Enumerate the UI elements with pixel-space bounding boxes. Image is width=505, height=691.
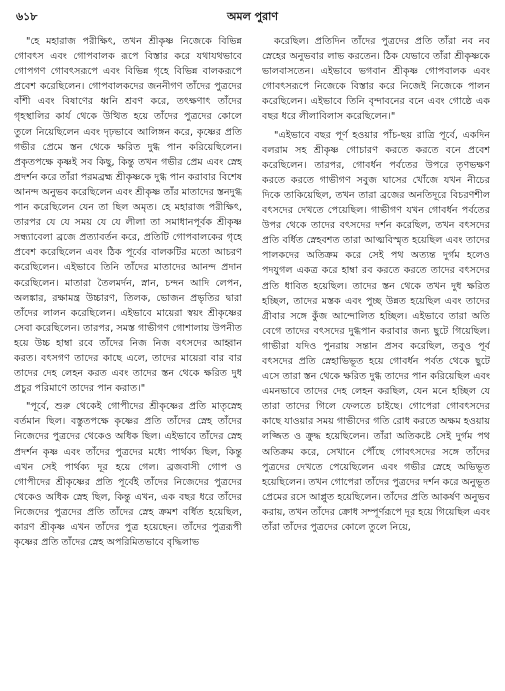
running-title: অমল পুরাণ	[226, 10, 279, 23]
paragraph: "পূর্বে, শুরু থেকেই গোপীদের শ্রীকৃষ্ণের প্রতি মাতৃস্নেহ বর্তমান ছিল। বস্তুতপক্ষে কৃষ্ণের প্রতি তাঁদের স্নেহ তাঁদের নিজেদের পুত্রদের থেকেও অধিক ছিল। এইভাবে তাঁদের স্নেহ প্রদর্শন কৃষ্ণ এবং তাঁদের পুত্রদের মধ্যে পার্থক্য ছিল, কিন্তু এখন সেই পার্থক্য দূর হয়ে গেল। ব্রজবাসী গোপ ও গোপীদের শ্রীকৃষ্ণের প্রতি পূর্বেই তাঁদের নিজেদের পুত্রদের থেকেও অধিক স্নেহ ছিল, কিন্তু এখন, এক বছর ধরে তাঁদের নিজেদের পুত্রদের প্রতি তাঁদের স্নেহ ক্রমশ বর্ধিত হয়েছিল, কারণ শ্রীকৃষ্ণ এখন তাঁদের পুত্র হয়েছেন। তাঁদের পুত্ররূপী কৃষ্ণের প্রতি তাঁদের স্নেহ অপরিমিতভাবে বৃদ্ধিলাভ	[14, 401, 242, 549]
paragraph: "এইভাবে বছর পূর্ণ হওয়ার পাঁচ-ছয় রাত্রি পূর্বে, একদিন বলরাম সহ শ্রীকৃষ্ণ গোচারণ করতে করতে বনে প্রবেশ করেছিলেন। তারপর, গোবর্ধন পর্বতের উপরে তৃণভক্ষণ করতে করতে গাভীগণ সবুজ ঘাসের খোঁজে যখন নীচের দিকে তাকিয়েছিল, তখন তারা ব্রজের অনতিদূরে বিচরণশীল বৎসদের দেখতে পেয়েছিল। গাভীগণ যখন গোবর্ধন পর্বতের উপর থেকে তাদের বৎসদের দর্শন করেছিল, তখন বৎসদের প্রতি বর্ধিত স্নেহবশত তারা আত্মবিস্মৃত হয়েছিল এবং তাদের পালকদের অতিক্রম করে সেই পথ অত্যন্ত দুর্গম হলেও পদযুগল একত্র করে হাম্বা রব করতে করতে তাদের বৎসদের প্রতি ধাবিত হয়েছিল। তাদের স্তন থেকে তখন দুধ ক্ষরিত হচ্ছিল, তাদের মস্তক এবং পুচ্ছ উন্নত হয়েছিল এবং তাদের গ্রীবার সঙ্গে কুঁজ আন্দোলিত হচ্ছিল। এইভাবে তারা অতি বেগে তাদের বৎসদের দুগ্ধপান করাবার জন্য ছুটে গিয়েছিল। গাভীরা যদিও পুনরায় সন্তান প্রসব করেছিল, তবুও পূর্ব বৎসদের প্রতি স্নেহাভিভূত হয়ে গোবর্ধন পর্বত থেকে ছুটে এসে তারা স্তন থেকে ক্ষরিত দুগ্ধ তাদের পান করিয়েছিল এবং এমনভাবে তাদের দেহ লেহন করছিল, যেন মনে হচ্ছিল যে তারা তাদের গিলে ফেলতে চাইছে। গোপেরা গোবৎসদের কাছে যাওয়ার সময় গাভীদের গতি রোধ করতে অক্ষম হওয়ায় লজ্জিত ও ক্রুদ্ধ হয়েছিলেন। তাঁরা অতিকষ্টে সেই দুর্গম পথ অতিক্রম করে, সেখানে পৌঁছে গোবৎসদের সঙ্গে তাঁদের পুত্রদের দেখতে পেয়েছিলেন এবং গভীর স্নেহে অভিভূত হয়েছিলেন। তখন গোপেরা তাঁদের পুত্রদের দর্শন করে অনুভূত প্রেমের রসে আপ্লুত হয়েছিলেন। তাঁদের প্রতি আকর্ষণ অনুভব করায়, তখন তাঁদের ক্রোধ সম্পূর্ণরূপে দূর হয়ে গিয়েছিল এবং তাঁরা তাঁদের পুত্রদের কোলে তুলে নিয়ে,	[262, 129, 490, 533]
page-number: ৬১৮	[16, 10, 38, 23]
left-column	[14, 34, 242, 684]
page-header	[0, 8, 505, 24]
right-column	[262, 34, 490, 684]
paragraph: "হে মহারাজ পরীক্ষিৎ, তখন শ্রীকৃষ্ণ নিজেকে বিভিন্ন গোবৎস এবং গোপবালক রূপে বিস্তার করে যথাযথভাবে গোপগণ গোবৎসরূপে এবং বিভিন্ন গৃহে বিভিন্ন বালকরূপে প্রবেশ করেছিলেন। গোপবালকদের জননীগণ তাঁদের পুত্রদের বাঁশী এবং বিষাণের ধ্বনি শ্রবণ করে, তৎক্ষণাৎ তাঁদের গৃহস্থালির কার্য থেকে উত্থিত হয়ে তাঁদের পুত্রদের কোলে তুলে নিয়েছিলেন এবং দৃঢ়ভাবে আলিঙ্গন করে, কৃষ্ণের প্রতি গভীর প্রেমে স্তন থেকে ক্ষরিত দুগ্ধ পান করিয়েছিলেন। প্রকৃতপক্ষে কৃষ্ণই সব কিছু, কিন্তু তখন গভীর প্রেম এবং স্নেহ প্রদর্শন করে তাঁরা পরমব্রহ্ম শ্রীকৃষ্ণকে দুগ্ধ পান করাবার বিশেষ আনন্দ অনুভব করেছিলেন এবং শ্রীকৃষ্ণ তাঁর মাতাদের স্তনদুগ্ধ পান করেছিলেন যেন তা ছিল অমৃত। হে মহারাজ পরীক্ষিৎ, তারপর যে যে সময় যে যে লীলা তা সমাধানপূর্বক শ্রীকৃষ্ণ সন্ধ্যাবেলা ব্রজে প্রত্যাবর্তন করে, প্রতিটি গোপবালকের গৃহে প্রবেশ করেছিলেন এবং ঠিক পূর্বের বালকটির মতো আচরণ করেছিলেন। এইভাবে তিনি তাঁদের মাতাদের আনন্দ প্রদান করেছিলেন। মাতারা তৈলমর্দন, স্নান, চন্দন আদি লেপন, অলঙ্কার, রক্ষামন্ত্র উচ্চারণ, তিলক, ভোজন প্রভৃতির দ্বারা তাঁদের লালন করেছিলেন। এইভাবে মায়েরা স্বয়ং শ্রীকৃষ্ণের সেবা করেছিলেন। তারপর, সমস্ত গাভীগণ গোশালায় উপনীত হয়ে উচ্চ হাম্বা রবে তাঁদের নিজ নিজ বৎসদের আহ্বান করত। বৎসগণ তাদের কাছে এলে, তাদের মায়েরা বার বার তাদের দেহ লেহন করত এবং তাদের স্তন থেকে ক্ষরিত দুধ প্রচুর পরিমাণে তাদের পান করাত।"	[14, 36, 242, 395]
paragraph: করেছিল। প্রতিদিন তাঁদের পুত্রদের প্রতি তাঁরা নব নব স্নেহের অনুভবার লাভ করতেন। ঠিক যেভাবে তাঁরা শ্রীকৃষ্ণকে ভালবাসতেন। এইভাবে ভগবান শ্রীকৃষ্ণ গোপবালক এবং গোবৎসরূপে নিজেকে বিস্তার করে নিজেই নিজেকে পালন করেছিলেন। এইভাবে তিনি বৃন্দাবনের বনে এবং গোষ্ঠে এক বছর ধরে লীলাবিলাস করেছিলেন।"	[262, 36, 490, 123]
